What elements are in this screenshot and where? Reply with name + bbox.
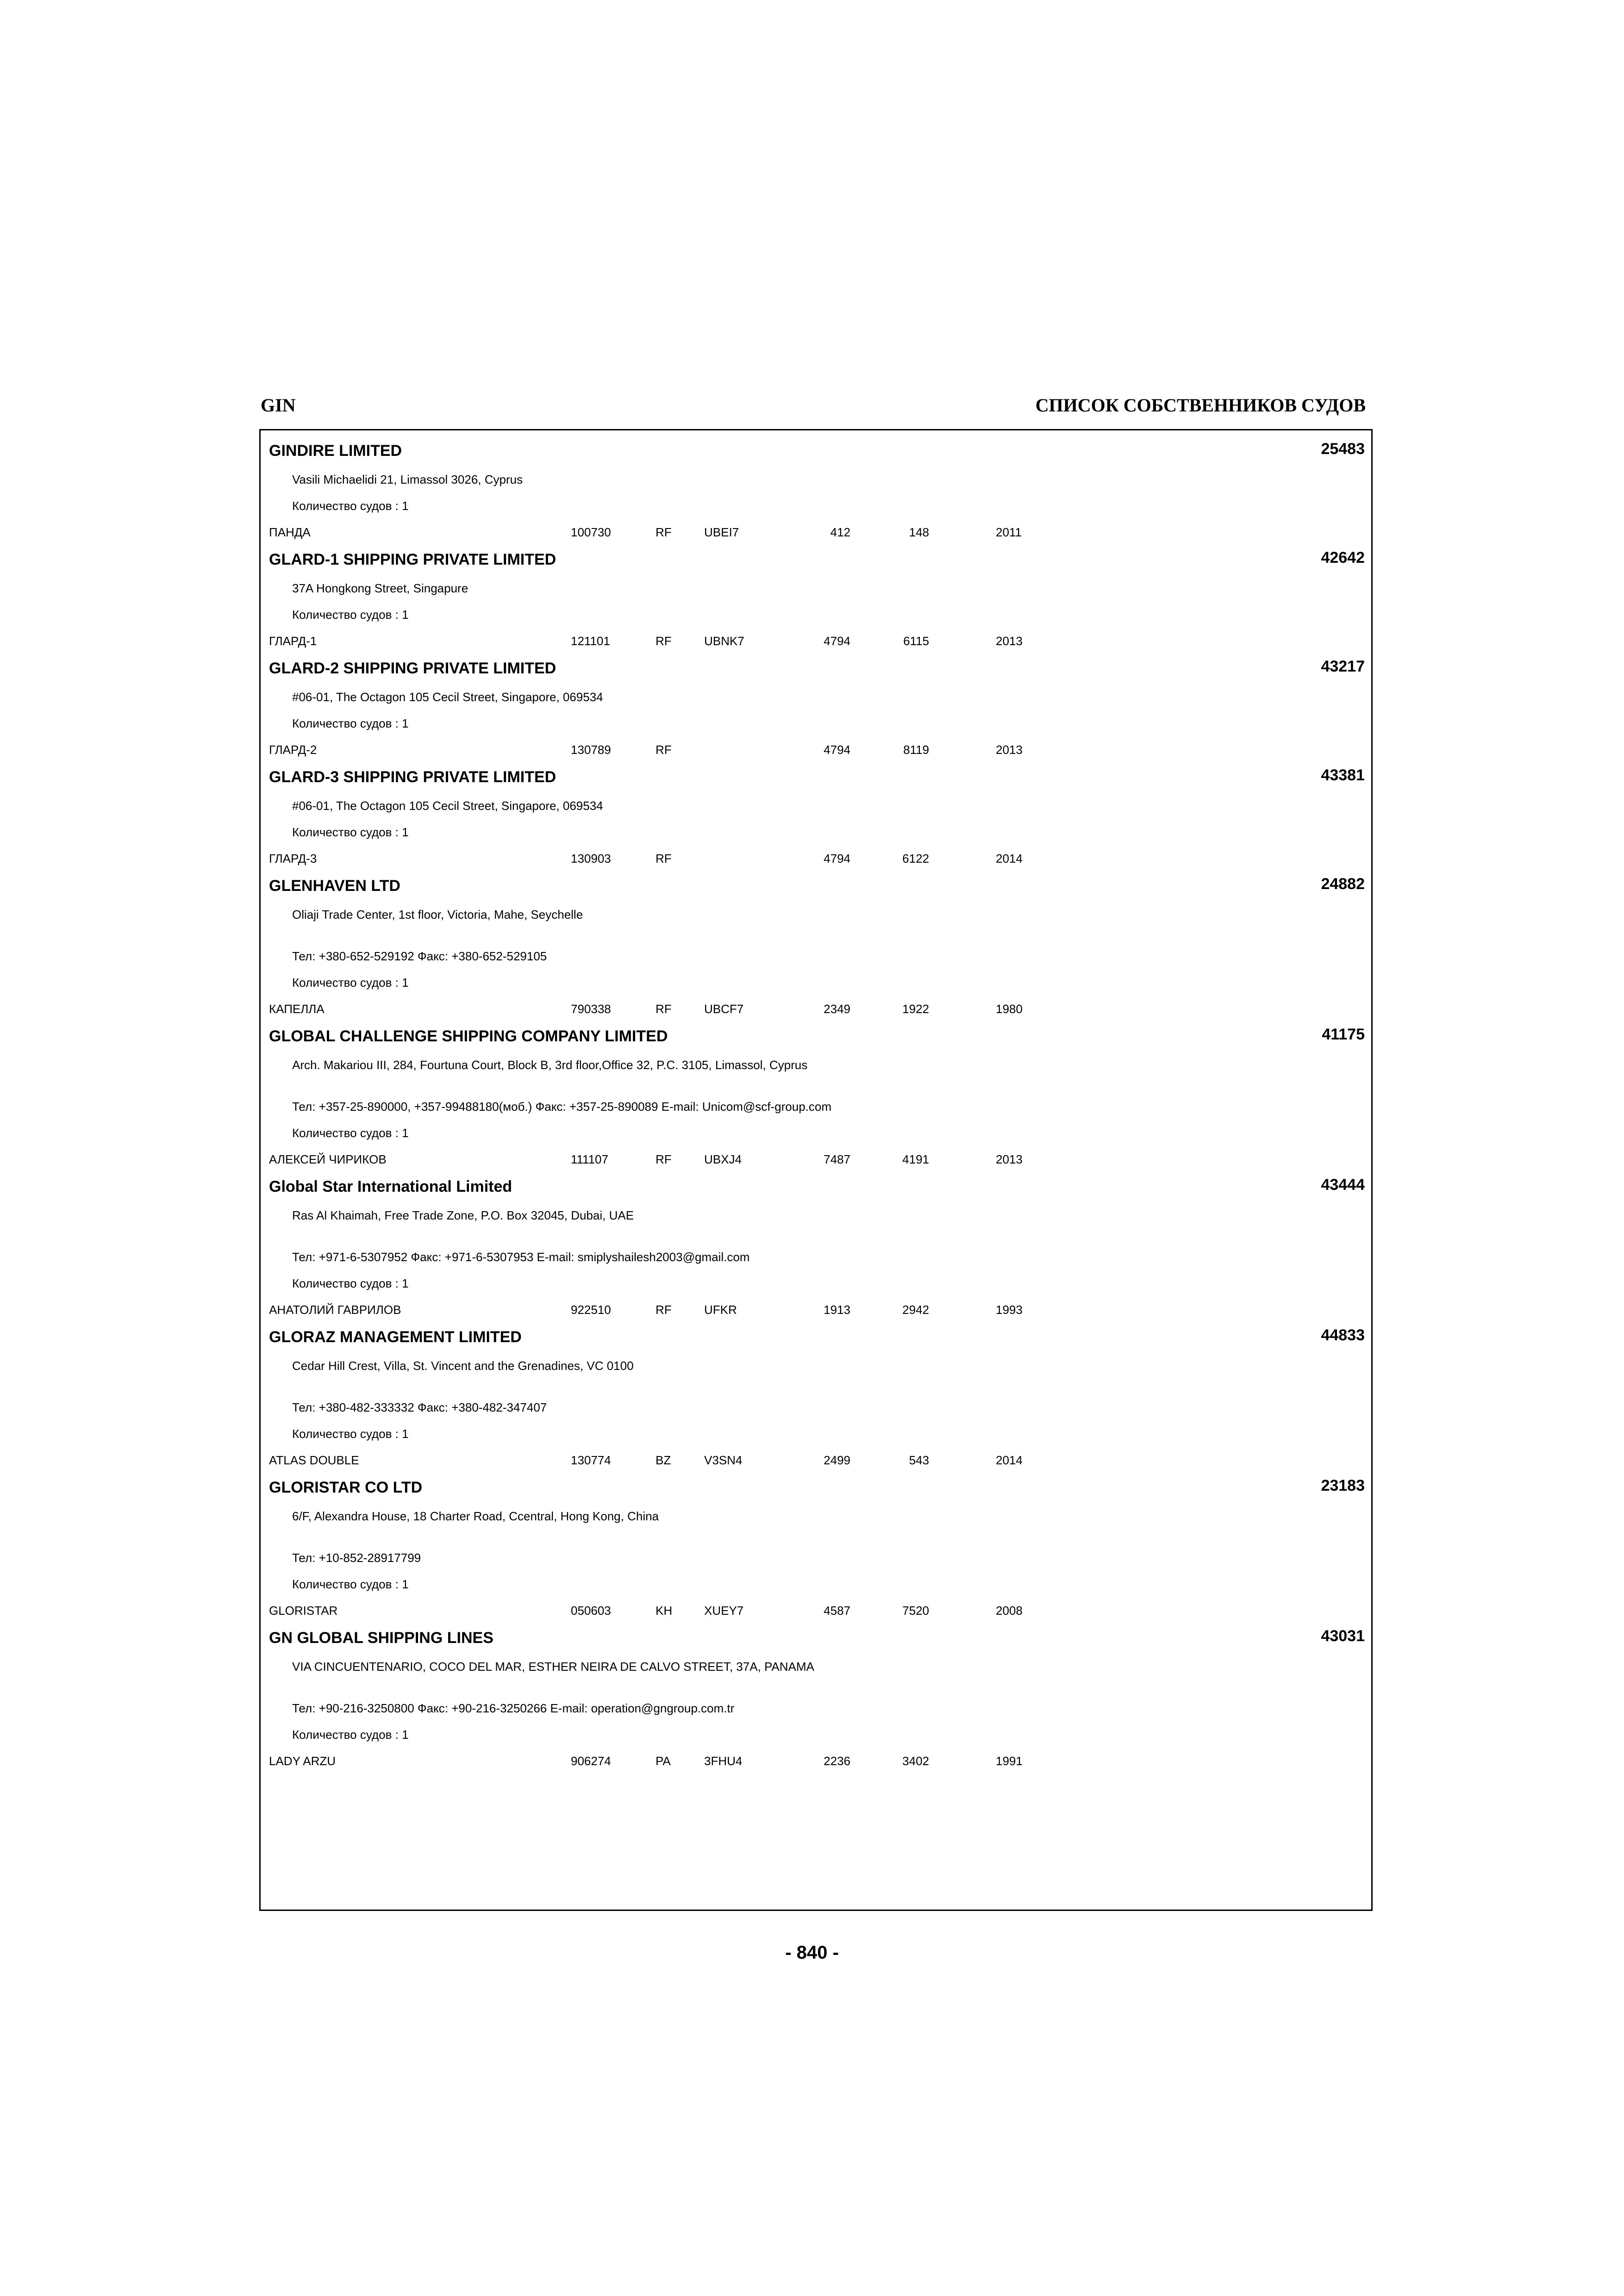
owner-code: 42642 bbox=[1321, 549, 1365, 566]
owner-address: #06-01, The Octagon 105 Cecil Street, Singapore, 069534 bbox=[292, 799, 603, 813]
ship-build-year: 2014 bbox=[996, 852, 1023, 865]
ship-flag: RF bbox=[656, 634, 672, 648]
ship-build-year: 2013 bbox=[996, 743, 1023, 757]
owner-entry-header bbox=[269, 877, 1371, 895]
ship-name: ГЛАРД-1 bbox=[269, 634, 317, 648]
ship-build-year: 2008 bbox=[996, 1604, 1023, 1618]
owner-name: GLENHAVEN LTD bbox=[269, 877, 400, 895]
ship-flag: PA bbox=[656, 1754, 671, 1768]
ship-name: LADY ARZU bbox=[269, 1754, 336, 1768]
ship-count: Количество судов : 1 bbox=[292, 499, 409, 513]
owner-address: #06-01, The Octagon 105 Cecil Street, Singapore, 069534 bbox=[292, 690, 603, 704]
owner-entry-header bbox=[269, 1629, 1371, 1647]
ship-name: ATLAS DOUBLE bbox=[269, 1453, 359, 1467]
ship-flag: RF bbox=[656, 1002, 672, 1016]
ship-name: АНАТОЛИЙ ГАВРИЛОВ bbox=[269, 1303, 401, 1317]
page-number: - 840 - bbox=[785, 1942, 839, 1963]
owner-entry-header bbox=[269, 1478, 1371, 1497]
owner-entry bbox=[269, 442, 1371, 539]
ship-registry-number: 121101 bbox=[571, 634, 610, 648]
ship-count: Количество судов : 1 bbox=[292, 1577, 409, 1591]
ship-count: Количество судов : 1 bbox=[292, 825, 409, 839]
owner-address: 37A Hongkong Street, Singapure bbox=[292, 581, 468, 595]
owner-address: Vasili Michaelidi 21, Limassol 3026, Cyprus bbox=[292, 473, 523, 486]
owner-name: GLARD-1 SHIPPING PRIVATE LIMITED bbox=[269, 551, 556, 568]
ship-build-year: 1980 bbox=[996, 1002, 1023, 1016]
ship-callsign: UBXJ4 bbox=[704, 1152, 742, 1166]
ship-row bbox=[269, 1604, 1371, 1618]
ship-count: Количество судов : 1 bbox=[292, 1126, 409, 1140]
owner-code: 43381 bbox=[1321, 766, 1365, 784]
ship-count: Количество судов : 1 bbox=[292, 608, 409, 622]
ship-count: Количество судов : 1 bbox=[292, 1427, 409, 1441]
ship-callsign: XUEY7 bbox=[704, 1604, 744, 1618]
running-header-title: СПИСОК СОБСТВЕННИКОВ СУДОВ bbox=[1035, 395, 1366, 416]
owner-name: GLORISTAR CO LTD bbox=[269, 1479, 423, 1496]
owner-address: Oliaji Trade Center, 1st floor, Victoria, Mahe, Seychelle bbox=[292, 908, 583, 921]
ship-row bbox=[269, 743, 1371, 757]
ship-deadweight: 6122 bbox=[902, 852, 929, 865]
owner-address: 6/F, Alexandra House, 18 Charter Road, Ccentral, Hong Kong, China bbox=[292, 1509, 659, 1523]
owner-entry bbox=[269, 1328, 1371, 1467]
ship-deadweight: 8119 bbox=[903, 743, 929, 757]
owner-contacts: Тел: +10-852-28917799 bbox=[292, 1551, 421, 1565]
ship-deadweight: 7520 bbox=[902, 1604, 929, 1618]
ship-build-year: 2013 bbox=[996, 634, 1023, 648]
owner-entry-header bbox=[269, 1328, 1371, 1346]
owner-entry-header bbox=[269, 768, 1371, 786]
ship-flag: RF bbox=[656, 1152, 672, 1166]
owner-entry-header bbox=[269, 659, 1371, 678]
ship-count: Количество судов : 1 bbox=[292, 976, 409, 989]
ship-row bbox=[269, 525, 1371, 539]
owners-list bbox=[269, 430, 1371, 1768]
owner-code: 43217 bbox=[1321, 658, 1365, 675]
ship-deadweight: 4191 bbox=[902, 1152, 929, 1166]
ship-registry-number: 130903 bbox=[571, 852, 611, 865]
ship-registry-number: 100730 bbox=[571, 525, 611, 539]
ship-build-year: 1991 bbox=[996, 1754, 1023, 1768]
owner-name: GLARD-2 SHIPPING PRIVATE LIMITED bbox=[269, 660, 556, 677]
ship-registry-number: 050603 bbox=[571, 1604, 611, 1618]
owner-name: GINDIRE LIMITED bbox=[269, 442, 402, 460]
ship-row bbox=[269, 1453, 1371, 1467]
ship-tonnage: 412 bbox=[830, 525, 850, 539]
ship-tonnage: 2236 bbox=[824, 1754, 850, 1768]
ship-tonnage: 4794 bbox=[824, 634, 850, 648]
ship-deadweight: 1922 bbox=[902, 1002, 929, 1016]
ship-name: ГЛАРД-3 bbox=[269, 852, 317, 865]
ship-callsign: UFKR bbox=[704, 1303, 737, 1317]
owner-entry-header bbox=[269, 1177, 1371, 1196]
ship-row bbox=[269, 1303, 1371, 1317]
owner-contacts: Тел: +971-6-5307952 Факс: +971-6-5307953 E-mail: smiplyshailesh2003@gmail.com bbox=[292, 1250, 750, 1264]
owner-entry-header bbox=[269, 1027, 1371, 1045]
owner-name: GLARD-3 SHIPPING PRIVATE LIMITED bbox=[269, 768, 556, 786]
owner-contacts: Тел: +380-652-529192 Факс: +380-652-529105 bbox=[292, 949, 547, 963]
ship-registry-number: 906274 bbox=[571, 1754, 611, 1768]
owner-address: Cedar Hill Crest, Villa, St. Vincent and the Grenadines, VC 0100 bbox=[292, 1359, 634, 1373]
owner-code: 41175 bbox=[1322, 1026, 1365, 1043]
ship-name: АЛЕКСЕЙ ЧИРИКОВ bbox=[269, 1152, 387, 1166]
ship-row bbox=[269, 1754, 1371, 1768]
ship-count: Количество судов : 1 bbox=[292, 716, 409, 730]
ship-tonnage: 4587 bbox=[824, 1604, 850, 1618]
ship-callsign: UBEI7 bbox=[704, 525, 739, 539]
ship-name: ГЛАРД-2 bbox=[269, 743, 317, 757]
ship-flag: KH bbox=[656, 1604, 673, 1618]
ship-build-year: 2014 bbox=[996, 1453, 1023, 1467]
owner-contacts: Тел: +357-25-890000, +357-99488180(моб.) Факс: +357-25-890089 E-mail: Unicom@scf-group.com bbox=[292, 1100, 832, 1114]
ship-tonnage: 4794 bbox=[824, 743, 850, 757]
ship-tonnage: 4794 bbox=[824, 852, 850, 865]
owner-entry bbox=[269, 1027, 1371, 1166]
ship-registry-number: 790338 bbox=[571, 1002, 611, 1016]
ship-flag: BZ bbox=[656, 1453, 671, 1467]
ship-deadweight: 6115 bbox=[903, 634, 929, 648]
owner-code: 44833 bbox=[1321, 1326, 1365, 1344]
ship-name: GLORISTAR bbox=[269, 1604, 338, 1618]
owner-entry bbox=[269, 659, 1371, 757]
owners-list-frame bbox=[259, 429, 1373, 1911]
owner-name: GN GLOBAL SHIPPING LINES bbox=[269, 1629, 493, 1647]
ship-flag: RF bbox=[656, 852, 672, 865]
owner-contacts: Тел: +90-216-3250800 Факс: +90-216-3250266 E-mail: operation@gngroup.com.tr bbox=[292, 1701, 735, 1715]
owner-contacts: Тел: +380-482-333332 Факс: +380-482-347407 bbox=[292, 1400, 547, 1414]
ship-tonnage: 2499 bbox=[824, 1453, 850, 1467]
ship-build-year: 2013 bbox=[996, 1152, 1023, 1166]
ship-callsign: 3FHU4 bbox=[704, 1754, 743, 1768]
owner-entry bbox=[269, 768, 1371, 865]
ship-row bbox=[269, 852, 1371, 865]
ship-tonnage: 2349 bbox=[824, 1002, 850, 1016]
owner-entry bbox=[269, 1629, 1371, 1768]
owner-entry-header bbox=[269, 442, 1371, 460]
ship-row bbox=[269, 1152, 1371, 1166]
ship-build-year: 1993 bbox=[996, 1303, 1023, 1317]
ship-deadweight: 543 bbox=[909, 1453, 929, 1467]
owner-name: GLOBAL CHALLENGE SHIPPING COMPANY LIMITED bbox=[269, 1027, 668, 1045]
owner-entry bbox=[269, 877, 1371, 1016]
owner-code: 25483 bbox=[1321, 440, 1365, 458]
ship-name: КАПЕЛЛА bbox=[269, 1002, 325, 1016]
ship-deadweight: 148 bbox=[909, 525, 929, 539]
ship-tonnage: 7487 bbox=[824, 1152, 850, 1166]
ship-count: Количество судов : 1 bbox=[292, 1276, 409, 1290]
ship-flag: RF bbox=[656, 1303, 672, 1317]
ship-callsign: UBNK7 bbox=[704, 634, 744, 648]
owner-entry-header bbox=[269, 550, 1371, 569]
owner-name: GLORAZ MANAGEMENT LIMITED bbox=[269, 1328, 522, 1346]
running-header-index: GIN bbox=[261, 395, 296, 416]
owner-code: 43444 bbox=[1321, 1176, 1365, 1194]
owner-address: Ras Al Khaimah, Free Trade Zone, P.O. Box 32045, Dubai, UAE bbox=[292, 1208, 634, 1222]
owner-code: 43031 bbox=[1321, 1627, 1365, 1645]
owner-code: 23183 bbox=[1321, 1477, 1365, 1494]
ship-count: Количество судов : 1 bbox=[292, 1728, 409, 1742]
owner-address: Arch. Makariou III, 284, Fourtuna Court, Block B, 3rd floor,Office 32, P.C. 3105, Limassol, Cyprus bbox=[292, 1058, 808, 1072]
owner-entry bbox=[269, 550, 1371, 648]
ship-deadweight: 3402 bbox=[902, 1754, 929, 1768]
owner-code: 24882 bbox=[1321, 875, 1365, 893]
ship-build-year: 2011 bbox=[996, 525, 1022, 539]
ship-callsign: UBCF7 bbox=[704, 1002, 744, 1016]
ship-tonnage: 1913 bbox=[824, 1303, 850, 1317]
ship-callsign: V3SN4 bbox=[704, 1453, 743, 1467]
ship-flag: RF bbox=[656, 743, 672, 757]
owner-name: Global Star International Limited bbox=[269, 1178, 512, 1195]
ship-flag: RF bbox=[656, 525, 672, 539]
ship-row bbox=[269, 1002, 1371, 1016]
ship-name: ПАНДА bbox=[269, 525, 311, 539]
owner-address: VIA CINCUENTENARIO, COCO DEL MAR, ESTHER NEIRA DE CALVO STREET, 37A, PANAMA bbox=[292, 1660, 814, 1674]
owner-entry bbox=[269, 1177, 1371, 1317]
ship-registry-number: 130789 bbox=[571, 743, 611, 757]
ship-registry-number: 111107 bbox=[571, 1152, 608, 1166]
ship-registry-number: 922510 bbox=[571, 1303, 611, 1317]
ship-registry-number: 130774 bbox=[571, 1453, 611, 1467]
ship-row bbox=[269, 634, 1371, 648]
owner-entry bbox=[269, 1478, 1371, 1618]
ship-deadweight: 2942 bbox=[902, 1303, 929, 1317]
